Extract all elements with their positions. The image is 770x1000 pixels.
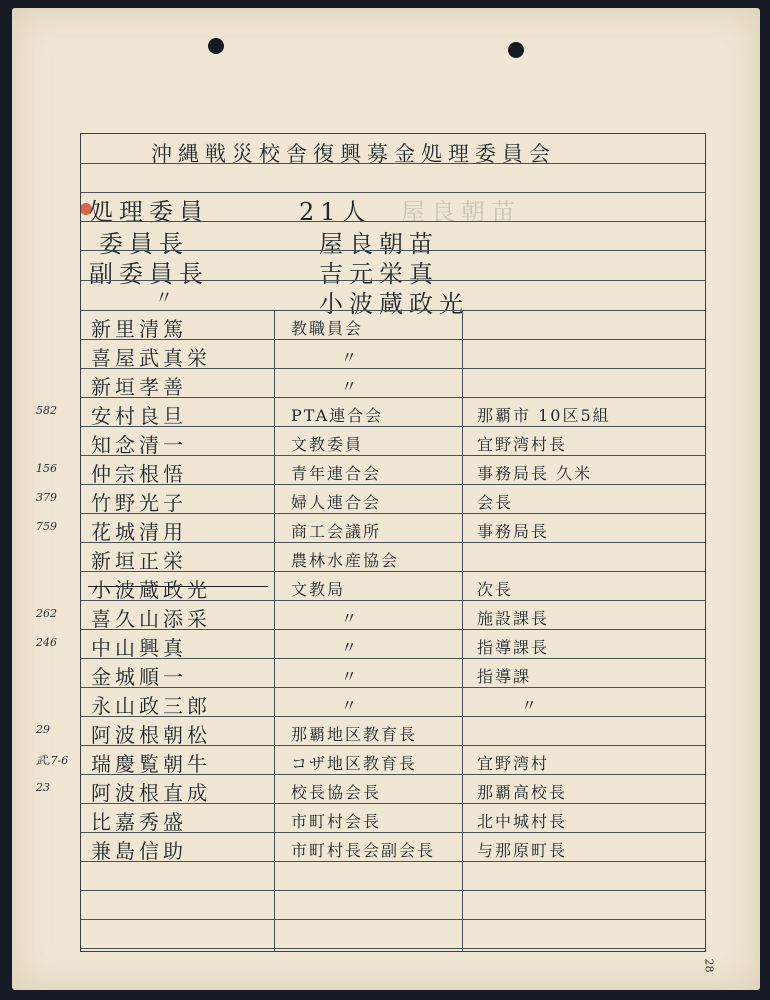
member-organization: 市町村会長 [291,812,382,831]
member-name: 仲宗根悟 [91,462,187,486]
member-organization: 〃 [341,377,360,396]
member-name: 小波蔵政光 [91,578,211,602]
member-organization: 校長協会長 [291,783,382,802]
member-organization: コザ地区教育長 [291,754,418,773]
member-organization: 〃 [341,696,360,715]
column-divider [274,310,275,951]
member-name: 阿波根朝松 [91,723,211,747]
member-organization: 商工会議所 [291,522,382,541]
member-organization: PTA連合会 [291,406,384,425]
strikethrough-line [88,586,268,587]
margin-number: 23 [36,781,50,794]
member-name: 中山興真 [91,636,187,660]
member-organization: 市町村長会副会長 [291,841,436,860]
member-name: 比嘉秀盛 [91,810,187,834]
member-name: 永山政三郎 [91,694,211,718]
member-position: 与那原町長 [477,841,568,860]
member-position: 那覇高校長 [477,783,568,802]
member-position: 事務局長 久米 [477,464,593,483]
member-organization: 〃 [341,638,360,657]
margin-number: 156 [36,462,57,475]
punch-hole [208,38,224,54]
member-name: 兼島信助 [91,839,187,863]
member-name: 花城清用 [91,520,187,544]
member-name: 新里清篤 [91,317,187,341]
document-title: 沖縄戦災校舎復興募金処理委員会 [151,142,556,166]
ruled-line [81,221,705,222]
member-name: 新垣孝善 [91,375,187,399]
ruled-line [81,163,705,164]
punch-hole [508,42,524,58]
ruled-line [81,280,705,281]
member-organization: 文教局 [291,580,346,599]
member-position: 宜野湾村 [477,754,550,773]
header-value-vicechair: 吉元栄真 [319,260,439,288]
member-position: 北中城村長 [477,812,568,831]
member-name: 喜久山添采 [91,607,211,631]
member-name: 知念清一 [91,433,187,457]
header-label-ditto: 〃 [155,288,179,309]
margin-number: 582 [36,404,57,417]
margin-number: 262 [36,607,57,620]
margin-number: 29 [36,723,50,736]
member-position: 指導課長 [477,638,550,657]
faint-name: 屋良朝苗 [401,198,521,226]
header-label-vicechair: 副委員長 [89,260,209,288]
member-position: 那覇市 10区5組 [477,406,611,425]
member-name: 安村良旦 [91,404,187,428]
margin-number: 379 [36,491,57,504]
member-organization: 青年連合会 [291,464,382,483]
member-organization: 〃 [341,667,360,686]
member-name: 竹野光子 [91,491,187,515]
member-position: 指導課 [477,667,532,686]
column-divider [462,310,463,951]
member-organization: 婦人連合会 [291,493,382,512]
member-position: 会長 [477,493,514,512]
header-label-chair: 委員長 [99,230,189,258]
member-name: 金城順一 [91,665,187,689]
member-organization: 文教委員 [291,435,364,454]
member-organization: 〃 [341,348,360,367]
member-name: 新垣正栄 [91,549,187,573]
ruled-line [81,948,705,949]
page-number: 28 [702,958,716,973]
member-position: 〃 [521,696,540,715]
ruled-line [81,890,705,891]
ruled-line [81,919,705,920]
ruled-line [81,192,705,193]
member-organization: 教職員会 [291,319,364,338]
ledger-form [80,133,706,952]
member-position: 宜野湾村長 [477,435,568,454]
header-value-chair: 屋良朝苗 [319,230,439,258]
member-organization: 那覇地区教育長 [291,725,418,744]
header-label-committee: 処理委員 [89,198,209,226]
member-name: 喜屋武真栄 [91,346,211,370]
margin-number: 246 [36,636,57,649]
member-position: 次長 [477,580,514,599]
ruled-line [81,250,705,251]
member-name: 瑞慶覧朝牛 [91,752,211,776]
member-position: 施設課長 [477,609,550,628]
margin-number: 759 [36,520,57,533]
ruled-line [81,310,705,311]
member-organization: 農林水産協会 [291,551,400,570]
margin-number: 武,7-6 [36,754,69,767]
header-value-vicechair-2: 小波蔵政光 [319,290,469,318]
header-value-count: 21人 [299,198,372,226]
member-position: 事務局長 [477,522,550,541]
member-organization: 〃 [341,609,360,628]
member-name: 阿波根直成 [91,781,211,805]
